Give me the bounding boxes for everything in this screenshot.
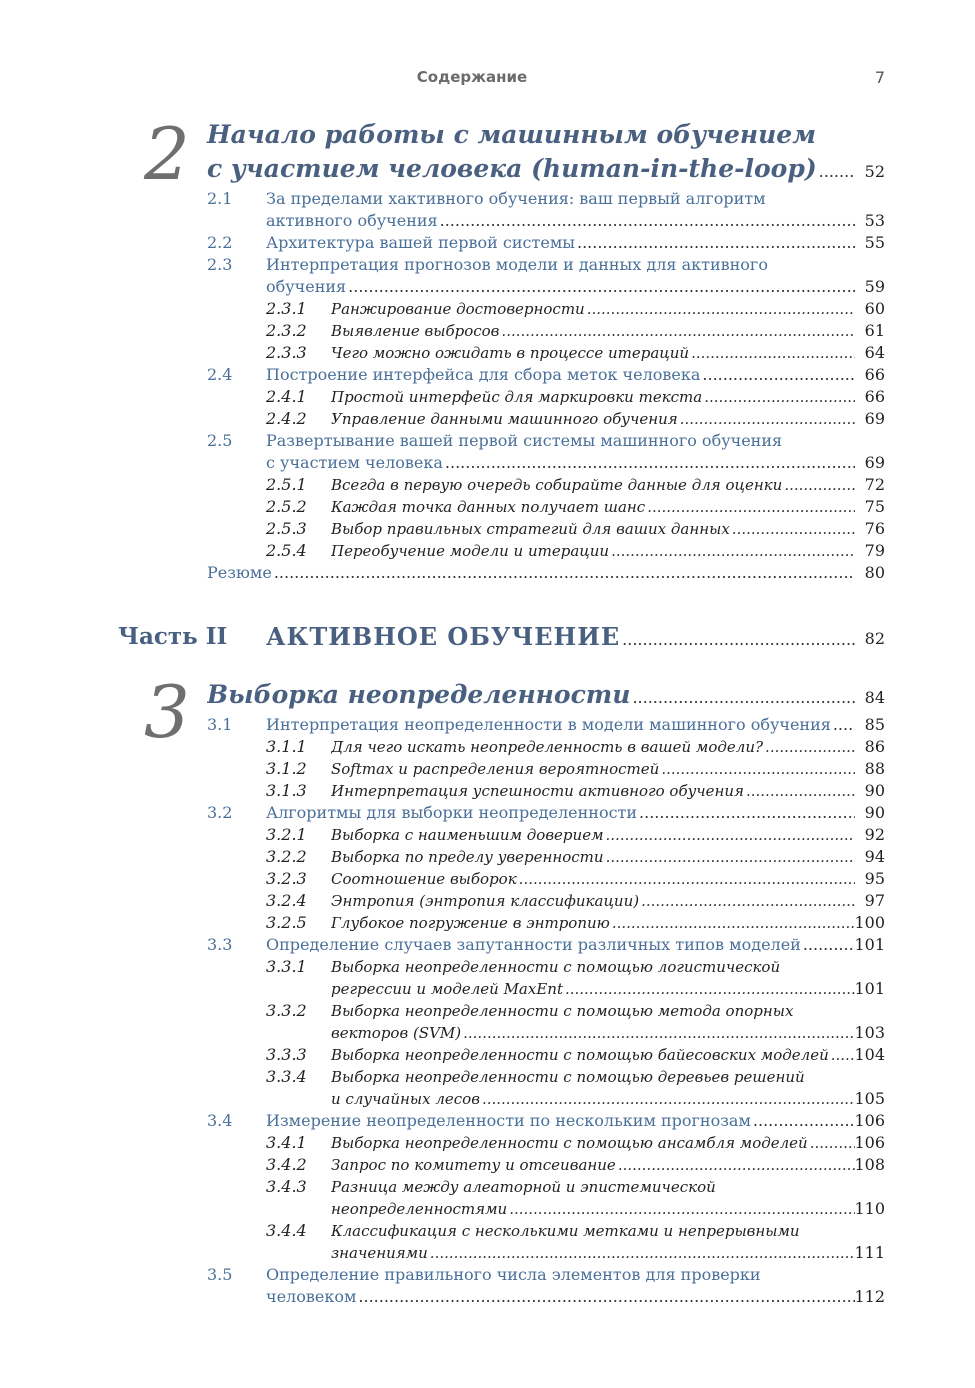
toc-page: 60 bbox=[864, 299, 885, 318]
toc-page: 75 bbox=[864, 497, 885, 516]
toc-entry-3-4[interactable] bbox=[0, 1110, 885, 1132]
toc-entry-3-2[interactable] bbox=[0, 802, 885, 824]
toc-page: 66 bbox=[864, 365, 885, 384]
toc-entry-3-4-4-cont[interactable] bbox=[0, 1242, 885, 1264]
toc-entry-2-2[interactable] bbox=[0, 232, 885, 254]
toc-text[interactable]: Резюме bbox=[207, 563, 272, 582]
toc-page: 72 bbox=[864, 475, 885, 494]
toc-text[interactable]: активного обучения bbox=[266, 211, 438, 230]
toc-number: 2.3 bbox=[207, 255, 233, 274]
toc-text[interactable]: Выборка неопределенности с помощью метода опорных bbox=[331, 1002, 794, 1020]
toc-text[interactable]: Алгоритмы для выборки неопределенности bbox=[266, 803, 638, 822]
chapter-3-title-row[interactable] bbox=[0, 678, 885, 711]
toc-number: 3.2.5 bbox=[266, 913, 307, 932]
toc-entry-3-1[interactable] bbox=[0, 714, 885, 736]
toc-text[interactable]: неопределенностями bbox=[331, 1200, 508, 1218]
toc-text[interactable]: и случайных лесов bbox=[331, 1090, 480, 1108]
toc-page: 110 bbox=[854, 1199, 885, 1218]
toc-entry-3-2-5[interactable] bbox=[0, 912, 885, 934]
toc-number: 3.1.1 bbox=[266, 737, 307, 756]
toc-text[interactable]: с участием человека bbox=[266, 453, 443, 472]
toc-text[interactable]: человеком bbox=[266, 1287, 357, 1306]
toc-entry-2-3-2[interactable] bbox=[0, 320, 885, 342]
toc-page: 90 bbox=[864, 803, 885, 822]
chapter-2-title-line2[interactable]: с участием человека (human-in-the-loop) bbox=[207, 154, 817, 183]
toc-number: 3.3.2 bbox=[266, 1001, 307, 1020]
toc-number: 2.3.2 bbox=[266, 321, 307, 340]
toc-entry-2-1[interactable] bbox=[0, 188, 885, 210]
toc-number: 3.4.2 bbox=[266, 1155, 307, 1174]
toc-text[interactable]: Выбор правильных стратегий для ваших данных bbox=[331, 520, 730, 538]
toc-entry-2-1-cont[interactable] bbox=[0, 210, 885, 232]
toc-entry-3-5-cont[interactable] bbox=[0, 1286, 885, 1308]
toc-number: 3.2.3 bbox=[266, 869, 307, 888]
toc-entry-3-2-2[interactable] bbox=[0, 846, 885, 868]
toc-entry-3-4-4[interactable] bbox=[0, 1220, 885, 1242]
chapter-3-title[interactable]: Выборка неопределенности bbox=[207, 680, 631, 709]
chapter-2-page: 52 bbox=[864, 162, 885, 181]
toc-page: 104 bbox=[854, 1045, 885, 1064]
toc-number: 2.3.3 bbox=[266, 343, 307, 362]
toc-entry-2-5-2[interactable] bbox=[0, 496, 885, 518]
toc-text[interactable]: Выборка неопределенности с помощью деревьев решений bbox=[331, 1068, 805, 1086]
toc-page: 92 bbox=[864, 825, 885, 844]
toc-entry-3-1-1[interactable] bbox=[0, 736, 885, 758]
toc-page: 88 bbox=[864, 759, 885, 778]
toc-entry-3-3-4[interactable] bbox=[0, 1066, 885, 1088]
toc-page: 106 bbox=[854, 1133, 885, 1152]
toc-number: 3.1 bbox=[207, 715, 233, 734]
part-label: Часть II bbox=[118, 623, 228, 650]
toc-text[interactable]: Выборка неопределенности с помощью логистической bbox=[331, 958, 781, 976]
toc-page: 79 bbox=[864, 541, 885, 560]
toc-text[interactable]: Для чего искать неопределенность в вашей модели? bbox=[331, 738, 764, 756]
toc-entry-3-4-3[interactable] bbox=[0, 1176, 885, 1198]
toc-text[interactable]: Измерение неопределенности по нескольким прогнозам bbox=[266, 1111, 751, 1130]
toc-entry-2-5-1[interactable] bbox=[0, 474, 885, 496]
part-page: 82 bbox=[864, 629, 885, 648]
toc-number: 2.2 bbox=[207, 233, 233, 252]
toc-entry-3-2-3[interactable] bbox=[0, 868, 885, 890]
toc-entry-3-1-3[interactable] bbox=[0, 780, 885, 802]
toc-entry-3-4-3-cont[interactable] bbox=[0, 1198, 885, 1220]
toc-number: 3.1.3 bbox=[266, 781, 307, 800]
toc-page: 90 bbox=[864, 781, 885, 800]
toc-text[interactable]: Простой интерфейс для маркировки текста bbox=[331, 388, 703, 406]
toc-page: 101 bbox=[854, 979, 885, 998]
toc-text[interactable]: Переобучение модели и итерации bbox=[331, 542, 610, 560]
toc-number: 2.5 bbox=[207, 431, 233, 450]
toc-page: 101 bbox=[854, 935, 885, 954]
toc-entry-3-2-1[interactable] bbox=[0, 824, 885, 846]
toc-entry-2-3[interactable] bbox=[0, 254, 885, 276]
toc-page: 61 bbox=[864, 321, 885, 340]
toc-entry-summary[interactable] bbox=[0, 562, 885, 584]
toc-text[interactable]: Определение случаев запутанности различных типов моделей bbox=[266, 935, 801, 954]
toc-page: 105 bbox=[854, 1089, 885, 1108]
toc-page: 106 bbox=[854, 1111, 885, 1130]
toc-number: 3.4 bbox=[207, 1111, 233, 1130]
toc-text[interactable]: значениями bbox=[331, 1244, 428, 1262]
toc-entry-3-3[interactable] bbox=[0, 934, 885, 956]
toc-number: 2.5.3 bbox=[266, 519, 307, 538]
toc-text[interactable]: регрессии и моделей MaxEnt bbox=[331, 980, 563, 998]
toc-text[interactable]: Архитектура вашей первой системы bbox=[266, 233, 575, 252]
chapter-3-number: 3 bbox=[144, 670, 190, 754]
toc-text[interactable]: Классификация с несколькими метками и непрерывными bbox=[331, 1222, 800, 1240]
toc-text[interactable]: Энтропия (энтропия классификации) bbox=[331, 892, 640, 910]
toc-page: 112 bbox=[854, 1287, 885, 1306]
toc-page: 94 bbox=[864, 847, 885, 866]
part-2-row[interactable] bbox=[0, 620, 885, 654]
toc-number: 3.1.2 bbox=[266, 759, 307, 778]
toc-page: 100 bbox=[854, 913, 885, 932]
toc-text[interactable]: Определение правильного числа элементов для проверки bbox=[266, 1265, 761, 1284]
toc-number: 3.4.4 bbox=[266, 1221, 307, 1240]
chapter-2-title-line1[interactable]: Начало работы с машинным обучением bbox=[207, 120, 816, 149]
toc-page: 76 bbox=[864, 519, 885, 538]
running-header-title: Содержание bbox=[416, 68, 528, 86]
toc-entry-3-3-4-cont[interactable] bbox=[0, 1088, 885, 1110]
toc-text[interactable]: Выборка с наименьшим доверием bbox=[331, 826, 604, 844]
toc-number: 2.5.4 bbox=[266, 541, 307, 560]
toc-text[interactable]: Чего можно ожидать в процессе итераций bbox=[331, 344, 690, 362]
toc-entry-3-4-2[interactable] bbox=[0, 1154, 885, 1176]
toc-text[interactable]: Разница между алеаторной и эпистемической bbox=[331, 1178, 716, 1196]
toc-page: 95 bbox=[864, 869, 885, 888]
toc-entry-3-3-2[interactable] bbox=[0, 1000, 885, 1022]
toc-number: 2.4 bbox=[207, 365, 233, 384]
toc-number: 3.5 bbox=[207, 1265, 233, 1284]
part-title[interactable]: АКТИВНОЕ ОБУЧЕНИЕ bbox=[266, 622, 621, 651]
toc-page: 53 bbox=[864, 211, 885, 230]
toc-entry-2-5-cont[interactable] bbox=[0, 452, 885, 474]
toc-entry-2-4-2[interactable] bbox=[0, 408, 885, 430]
toc-page: 69 bbox=[864, 409, 885, 428]
toc-entry-2-5-4[interactable] bbox=[0, 540, 885, 562]
toc-text[interactable]: Соотношение выборок bbox=[331, 870, 517, 888]
toc-number: 3.4.3 bbox=[266, 1177, 307, 1196]
page-number: 7 bbox=[874, 68, 885, 87]
toc-number: 2.1 bbox=[207, 189, 233, 208]
toc-entry-2-4-1[interactable] bbox=[0, 386, 885, 408]
toc-number: 2.5.2 bbox=[266, 497, 307, 516]
toc-entry-3-1-2[interactable] bbox=[0, 758, 885, 780]
toc-number: 3.4.1 bbox=[266, 1133, 307, 1152]
toc-entry-3-3-2-cont[interactable] bbox=[0, 1022, 885, 1044]
toc-page: 80 bbox=[864, 563, 885, 582]
toc-entry-3-4-1[interactable] bbox=[0, 1132, 885, 1154]
chapter-2-title-row[interactable] bbox=[0, 152, 885, 185]
toc-number: 2.4.2 bbox=[266, 409, 307, 428]
toc-number: 2.3.1 bbox=[266, 299, 307, 318]
toc-number: 2.4.1 bbox=[266, 387, 307, 406]
toc-entry-2-4[interactable] bbox=[0, 364, 885, 386]
toc-text[interactable]: Построение интерфейса для сбора меток человека bbox=[266, 365, 701, 384]
toc-entry-2-5-3[interactable] bbox=[0, 518, 885, 540]
toc-page: 111 bbox=[854, 1243, 885, 1262]
toc-number: 3.2 bbox=[207, 803, 233, 822]
toc-page: 59 bbox=[864, 277, 885, 296]
toc-text[interactable]: Всегда в первую очередь собирайте данные для оценки bbox=[331, 476, 783, 494]
toc-text[interactable]: Запрос по комитету и отсеивание bbox=[331, 1156, 616, 1174]
toc-text[interactable]: Развертывание вашей первой системы машинного обучения bbox=[266, 431, 783, 450]
toc-entry-2-3-1[interactable] bbox=[0, 298, 885, 320]
toc-entry-3-3-1[interactable] bbox=[0, 956, 885, 978]
toc-page: 55 bbox=[864, 233, 885, 252]
toc-page: 85 bbox=[864, 715, 885, 734]
toc-page: 103 bbox=[854, 1023, 885, 1042]
chapter-2-number: 2 bbox=[144, 112, 190, 196]
toc-text[interactable]: Выборка неопределенности с помощью ансамбля моделей bbox=[331, 1134, 808, 1152]
toc-entry-3-3-1-cont[interactable] bbox=[0, 978, 885, 1000]
toc-page: 64 bbox=[864, 343, 885, 362]
toc-text[interactable]: Softmax и распределения вероятностей bbox=[331, 760, 660, 778]
toc-page: 97 bbox=[864, 891, 885, 910]
chapter-3-page: 84 bbox=[864, 688, 885, 707]
toc-page: 86 bbox=[864, 737, 885, 756]
toc-text[interactable]: Ранжирование достоверности bbox=[331, 300, 585, 318]
toc-entry-3-2-4[interactable] bbox=[0, 890, 885, 912]
toc-text[interactable]: Каждая точка данных получает шанс bbox=[331, 498, 646, 516]
toc-entry-3-5[interactable] bbox=[0, 1264, 885, 1286]
toc-number: 3.2.2 bbox=[266, 847, 307, 866]
toc-page: 66 bbox=[864, 387, 885, 406]
toc-text[interactable]: Интерпретация прогнозов модели и данных для активного bbox=[266, 255, 768, 274]
toc-number: 3.3 bbox=[207, 935, 233, 954]
toc-text[interactable]: Выборка по пределу уверенности bbox=[331, 848, 604, 866]
toc-text[interactable]: За пределами хактивного обучения: ваш первый алгоритм bbox=[266, 189, 766, 208]
toc-number: 3.3.1 bbox=[266, 957, 307, 976]
toc-page: 108 bbox=[854, 1155, 885, 1174]
toc-entry-2-5[interactable] bbox=[0, 430, 885, 452]
toc-number: 3.3.3 bbox=[266, 1045, 307, 1064]
toc-text[interactable]: Интерпретация неопределенности в модели машинного обучения bbox=[266, 715, 831, 734]
toc-text[interactable]: Выявление выбросов bbox=[331, 322, 500, 340]
toc-text[interactable]: Выборка неопределенности с помощью байесовских моделей bbox=[331, 1046, 829, 1064]
toc-entry-2-3-cont[interactable] bbox=[0, 276, 885, 298]
toc-number: 2.5.1 bbox=[266, 475, 307, 494]
toc-page: 69 bbox=[864, 453, 885, 472]
toc-number: 3.2.4 bbox=[266, 891, 307, 910]
toc-number: 3.3.4 bbox=[266, 1067, 307, 1086]
toc-text[interactable]: векторов (SVM) bbox=[331, 1024, 462, 1042]
toc-entry-2-3-3[interactable] bbox=[0, 342, 885, 364]
toc-number: 3.2.1 bbox=[266, 825, 307, 844]
toc-text[interactable]: обучения bbox=[266, 277, 347, 296]
toc-entry-3-3-3[interactable] bbox=[0, 1044, 885, 1066]
toc-text[interactable]: Управление данными машинного обучения bbox=[331, 410, 678, 428]
toc-text[interactable]: Глубокое погружение в энтропию bbox=[331, 914, 610, 932]
toc-text[interactable]: Интерпретация успешности активного обучения bbox=[331, 782, 744, 800]
